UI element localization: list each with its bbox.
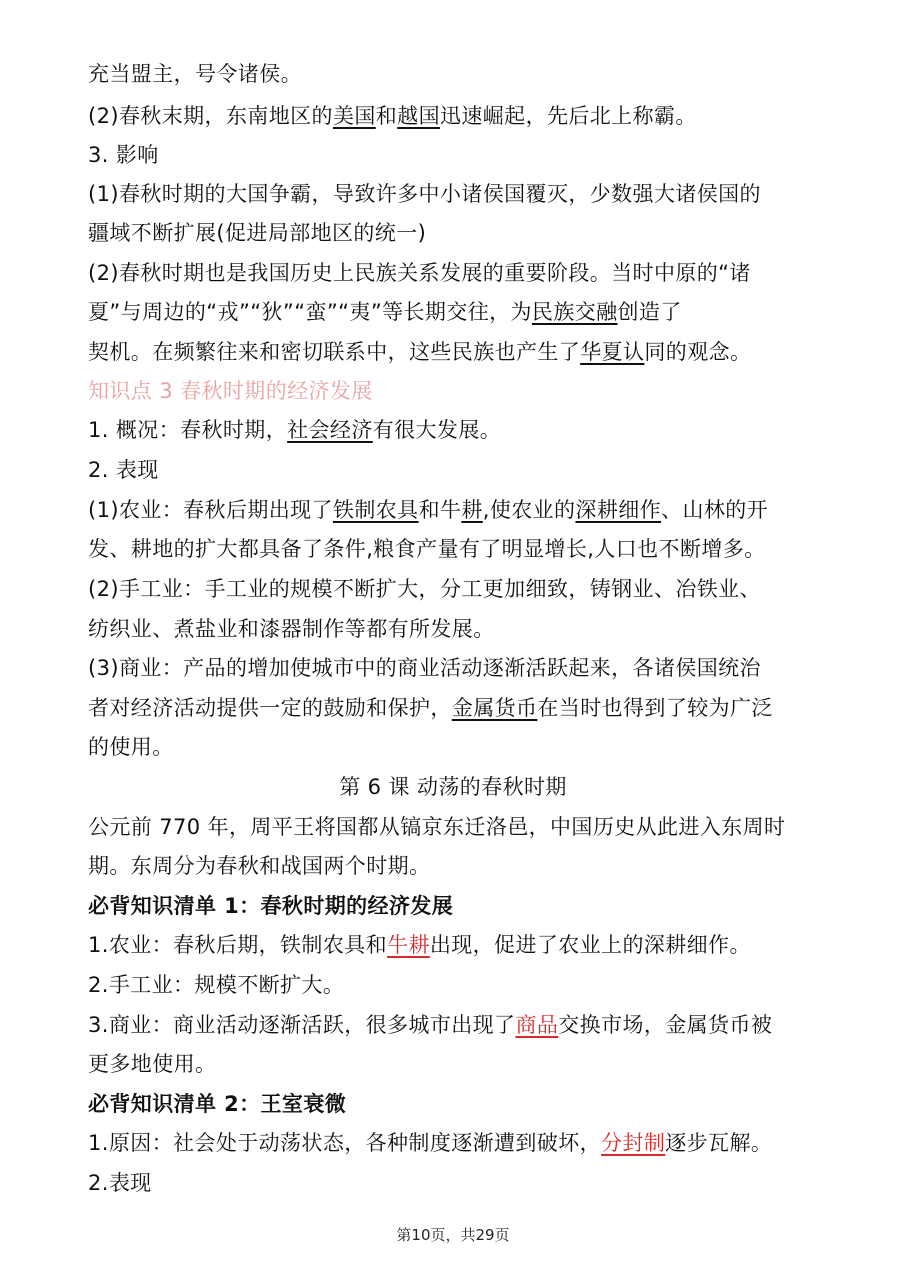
- underlined-term: 深耕细作: [575, 498, 662, 522]
- text-line: [88, 1010, 826, 1040]
- text-span: ,使农业的: [482, 498, 576, 522]
- text-span: 创造了: [617, 300, 682, 324]
- text-span: 和: [375, 104, 398, 128]
- underlined-term: 社会经济: [287, 418, 373, 442]
- highlighted-term: 分封制: [601, 1131, 666, 1155]
- text-span: 在当时也得到了较为广泛: [537, 696, 773, 720]
- text-line: 期。东周分为春秋和战国两个时期。: [88, 854, 431, 878]
- text-line: [88, 337, 826, 367]
- underlined-term: 越国: [397, 104, 440, 128]
- text-line: (1)春秋时期的大国争霸，导致许多中小诸侯国覆灭，少数强大诸侯国的: [88, 182, 761, 206]
- lesson-title: 第 6 课 动荡的春秋时期: [339, 775, 567, 799]
- text-line: 充当盟主，号令诸侯。: [88, 62, 302, 86]
- text-span: 1.农业：春秋后期，铁制农具和: [88, 933, 388, 957]
- text-span: 出现，促进了农业上的深耕细作。: [429, 933, 751, 957]
- page-footer: 第10页，共29页: [396, 1226, 510, 1244]
- text-span: 1.原因：社会处于动荡状态，各种制度逐渐遭到破坏，: [88, 1131, 602, 1155]
- text-span: 夏”与周边的“戎”“狄”“蛮”“夷”等长期交往，为: [88, 300, 532, 324]
- text-line: 2.表现: [88, 1171, 152, 1195]
- text-span: 逐步瓦解。: [665, 1131, 773, 1155]
- text-span: (2)春秋末期，东南地区的: [88, 104, 333, 128]
- text-line: [88, 495, 826, 525]
- text-span: 和牛: [418, 498, 462, 522]
- text-line: (2)春秋时期也是我国历史上民族关系发展的重要阶段。当时中原的“诸: [88, 261, 751, 285]
- text-line: 2.手工业：规模不断扩大。: [88, 973, 345, 997]
- text-line: [88, 1128, 826, 1158]
- text-line: 更多地使用。: [88, 1052, 217, 1076]
- underlined-term: 金属货币: [451, 696, 538, 720]
- text-span: 有很大发展。: [372, 418, 502, 442]
- text-line: [88, 693, 826, 723]
- text-line: [88, 415, 826, 445]
- highlighted-term: 牛耕: [387, 933, 430, 957]
- underlined-term: 美国: [332, 104, 376, 128]
- text-line: [88, 297, 826, 327]
- text-line: 的使用。: [88, 735, 174, 759]
- text-span: 、山林的开: [661, 498, 769, 522]
- text-line: (2)手工业：手工业的规模不断扩大，分工更加细致，铸钢业、冶铁业、: [88, 577, 761, 601]
- highlighted-term: 商品: [515, 1013, 559, 1037]
- section-heading: 2. 表现: [88, 458, 159, 482]
- text-span: 1. 概况：春秋时期，: [88, 418, 288, 442]
- text-line: 疆域不断扩展(促进局部地区的统一): [88, 221, 427, 245]
- section-heading: 3. 影响: [88, 143, 159, 167]
- text-span: 3.商业：商业活动逐渐活跃，很多城市出现了: [88, 1013, 516, 1037]
- underlined-term: 铁制农具: [332, 498, 419, 522]
- text-span: 迅速崛起，先后北上称霸。: [439, 104, 697, 128]
- knowledge-point-heading: 知识点 3 春秋时期的经济发展: [88, 379, 373, 403]
- text-line: 纺织业、煮盐业和漆器制作等都有所发展。: [88, 617, 495, 641]
- text-line: 公元前 770 年，周平王将国都从镐京东迁洛邑，中国历史从此进入东周时: [88, 815, 786, 839]
- text-span: 同的观念。: [644, 340, 752, 364]
- underlined-term: 耕: [461, 498, 483, 522]
- underlined-term: 民族交融: [531, 300, 618, 324]
- underlined-term: 华夏认: [580, 340, 645, 364]
- text-span: 者对经济活动提供一定的鼓励和保护，: [88, 696, 452, 720]
- text-span: 契机。在频繁往来和密切联系中，这些民族也产生了: [88, 340, 581, 364]
- text-line: (3)商业：产品的增加使城市中的商业活动逐渐活跃起来，各诸侯国统治: [88, 656, 761, 680]
- text-line: 发、耕地的扩大都具备了条件,粮食产量有了明显增长,人口也不断增多。: [88, 537, 766, 561]
- checklist-heading: 必背知识清单 1：春秋时期的经济发展: [88, 894, 454, 918]
- text-line: [88, 930, 826, 960]
- checklist-heading: 必背知识清单 2：王室衰微: [88, 1092, 347, 1116]
- text-line: [88, 101, 826, 131]
- text-span: 交换市场，金属货币被: [558, 1013, 773, 1037]
- text-span: (1)农业：春秋后期出现了: [88, 498, 333, 522]
